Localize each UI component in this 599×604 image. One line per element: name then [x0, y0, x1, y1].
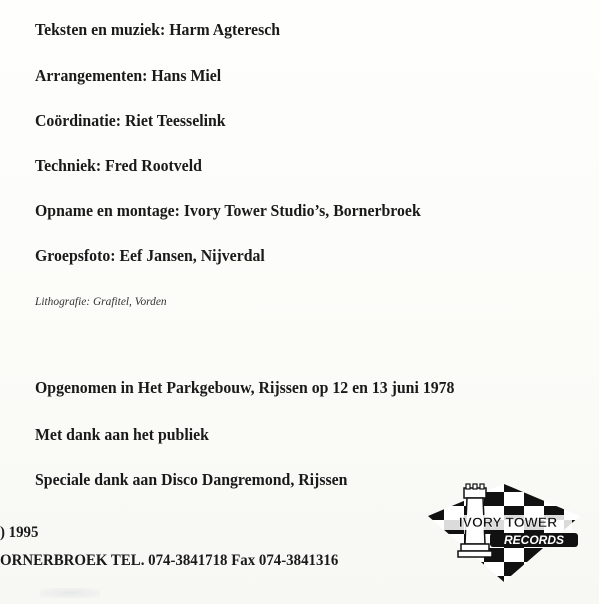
ivory-tower-records-logo [424, 478, 584, 588]
footer-contact: ORNERBROEK TEL. 074-3841718 Fax 074-3841316 [0, 552, 339, 569]
footer-copyright: ) 1995 [0, 524, 39, 541]
logo-bottom-text: RECORDS [503, 533, 565, 547]
credit-lithography: Lithografie: Grafitel, Vorden [35, 294, 167, 308]
credit-recording: Opname en montage: Ivory Tower Studio’s, Bornerbroek [35, 201, 421, 220]
credit-arrangements: Arrangementen: Hans Miel [35, 66, 222, 85]
credit-lyrics-music: Teksten en muziek: Harm Agteresch [35, 20, 281, 39]
note-recorded: Opgenomen in Het Parkgebouw, Rijssen op 12 en 13 juni 1978 [35, 378, 455, 397]
credit-technique: Techniek: Fred Rootveld [35, 156, 202, 175]
note-special-thanks: Speciale dank aan Disco Dangremond, Rijssen [35, 470, 348, 489]
credit-group-photo: Groepsfoto: Eef Jansen, Nijverdal [35, 246, 265, 265]
paper-smudge [40, 588, 100, 598]
note-thanks-audience: Met dank aan het publiek [35, 425, 209, 444]
credit-coordination: Coördinatie: Riet Teesselink [35, 111, 226, 130]
logo-top-text: IVORY TOWER [458, 514, 558, 530]
